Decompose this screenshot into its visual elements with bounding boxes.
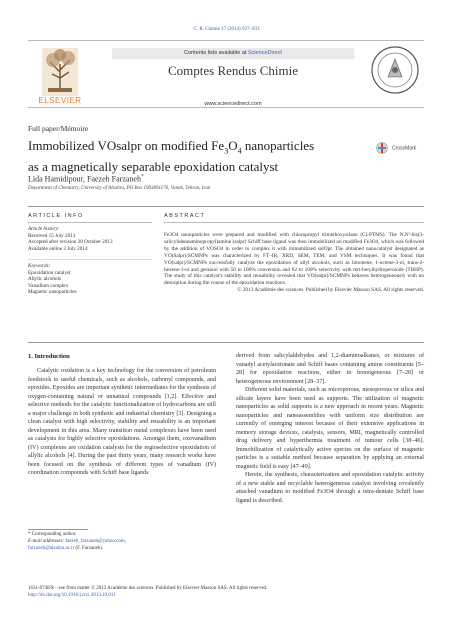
- sciencedirect-link[interactable]: ScienceDirect: [247, 50, 282, 56]
- author-names: Lida Hamidipour, Faezeh Farzaneh: [28, 174, 141, 184]
- keywords-label: Keywords:: [28, 263, 51, 269]
- email-label: E-mail addresses:: [28, 538, 65, 544]
- history-label: Article history:: [28, 226, 60, 232]
- abstract-copyright: © 2013 Académie des sciences. Published by Elsevier Masson SAS. All rights reserved.: [237, 287, 424, 294]
- title-mid: O: [228, 138, 238, 153]
- divider-top: [28, 206, 424, 207]
- footnote: * Corresponding author. E-mail addresses: faezeh_farzaneh@yahoo.com, farzaneh@alzahra.ac.ir (F. Farzaneh).: [28, 532, 126, 551]
- column-right: [236, 352, 424, 505]
- contents-prefix: Contents lists available at: [184, 50, 248, 56]
- intro-paragraph-3: Different solid materials, such as microporous, mesoporous or silica and silicate layers have been used as supports. The utilization of magnetic nanoparticles as solid supports is a new approach in recent years. Magnetic nanoparticles and nanoassemblies with uniform size distribution are currently of emerging interest because of their extensive applications in memory storage devices, catalysis, sensors, MRI, magnetically controlled drug delivery and hyperthermia treatment of tumour cells [38–46]. Immobilization of catalytically active species on the surface of magnetic particles is a suitable method because separation by applying an external magnetic field is easy [47–49].: [236, 387, 424, 470]
- article-history: [28, 226, 152, 252]
- intro-paragraph-2: derived from salicylaldehydes and 1,2-diaminoalkanes, or mixtures of vanadyl acetylacetonate and Schiff bases containing amine constituents [5–28] for epoxidation reactions, either in homogeneous [7–28] or heterogeneous environment [28–37].: [236, 353, 424, 385]
- keyword: Magnetic nanoparticles: [28, 289, 77, 296]
- article-title: [28, 138, 358, 174]
- history-received: Received 15 July 2013: [28, 232, 76, 239]
- article-info-heading: ARTICLE INFO: [28, 213, 84, 219]
- title-part-1: Immobilized VOsalpr on modified Fe: [28, 138, 225, 153]
- journal-name: Comptes Rendus Chimie: [168, 63, 298, 78]
- issn-line: 1631-0748/$ – see front matter © 2013 Académie des sciences. Published by Elsevier Masson SAS. All rights reserved.: [28, 586, 268, 591]
- crossmark-badge[interactable]: [376, 139, 426, 153]
- intro-paragraph-4: Herein, the synthesis, characterization and epoxidation catalytic activity of a new stable and recyclable heterogeneous catalyst involving covalently attached vanadium to modified Fe3O4 through a tetra-dentate Schiff base ligand is described.: [236, 472, 424, 504]
- keyword: Allylic alcohols: [28, 276, 61, 283]
- history-online: Available online 2 July 2014: [28, 245, 88, 252]
- footnote-label: Corresponding author.: [31, 532, 77, 537]
- page-footer: [28, 586, 424, 599]
- keyword: Vanadium complex: [28, 282, 69, 289]
- abstract-rule: [164, 222, 424, 223]
- keywords-block: [28, 263, 152, 296]
- academie-seal-logo: [370, 45, 420, 95]
- intro-heading: 1. Introduction: [28, 353, 70, 360]
- footnote-rule: [28, 529, 88, 530]
- abstract-heading: ABSTRACT: [164, 213, 206, 219]
- keyword: Epoxidation catalyst: [28, 269, 71, 276]
- title-tail: nanoparticles: [241, 138, 315, 153]
- info-divider: [28, 259, 152, 260]
- title-sub-2: 4: [237, 146, 242, 156]
- elsevier-wordmark: ELSEVIER: [38, 96, 82, 105]
- affiliation: Department of Chemistry, University of Alzahra, PO Box 1993891176, Vanak, Tehran, Iran: [28, 186, 211, 191]
- abstract-text: Fe3O4 nanoparticles were prepared and modified with chloropropyl trimethoxysilane (Cl-PTMS). The N,N′-bis(3-salicylideneaminopropyl)amine (salpr) Schiff base ligand was then immobilized on modified Fe3O4, which was followed by the addition of VOSO4 in order to complex it with immobilized salOpr. The obtained nanocatalyst designated as VO(Salpr)/SCMNPs was characterized by FT–IR, XRD, SEM, TEM, and VSM techniques. It was found that VO(salpr)/SCMNPs successfully catalyze the epoxidation of allyl alcohols, such as limonene, 1-octene-3-ol, trans-2-hexene-1-ol and geraniol with 50 to 100% conversion and 62 to 100% selectivity with tert-butylhydroperoxide (TBHP). The study of this catalyst's stability and reusability revealed that VO(salpr)/SCMNPs behaves heterogeneously with no desorption during the course of the epoxidation reactions.: [164, 232, 424, 287]
- journal-site[interactable]: www.sciencedirect.com: [204, 101, 262, 107]
- email-suffix: (F. Farzaneh).: [75, 545, 104, 551]
- email-link-1[interactable]: faezeh_farzaneh@yahoo.com: [65, 538, 125, 544]
- divider-mid: [28, 342, 424, 343]
- crossmark-label: CrossMark: [392, 145, 417, 152]
- title-line-2: as a magnetically separable epoxidation catalyst: [28, 158, 279, 174]
- info-rule: [28, 222, 152, 223]
- authors: [28, 174, 144, 184]
- intro-paragraph-1: Catalytic oxidation is a key technology for the conversion of petroleum feedstock to useful chemicals, such as alcohols, carbonyl compounds, and epoxides. Epoxides are important synthetic intermediates for the synthesis of oxygen-containing natural or unnatural compounds [1,2]. Effective and selective methods for the catalytic functionalization of hydrocarbons are still a major challenge in both synthetic and industrial chemistry [3]. Designing a clean catalyst with high selectivity, stability and reusability is an important development in this area. Many transition metal complexes have been used as catalysts for highly selective epoxidations. Amongst them, oxovanadium (IV) complexes are oxidation catalysts for the regioselective epoxidation of allylic alcohols [4]. During the past thirty years, many research works have been focused on the synthesis of different types of vanadium (IV) coordination compounds with Schiff base ligands: [28, 368, 216, 476]
- footnote-marker: *: [28, 532, 31, 537]
- history-accepted: Accepted after revision 28 October 2013: [28, 239, 113, 246]
- journal-citation: C. R. Chimie 17 (2014) 927–933: [193, 27, 260, 32]
- corresponding-mark[interactable]: *: [140, 174, 144, 180]
- column-left: [28, 367, 216, 478]
- abstract-body: [164, 232, 424, 294]
- article-type: Full paper/Mémoire: [28, 124, 89, 133]
- doi-link[interactable]: http://dx.doi.org/10.1016/j.crci.2013.10.011: [28, 592, 116, 598]
- email-link-2[interactable]: farzaneh@alzahra.ac.ir: [28, 545, 75, 551]
- contents-band: [112, 48, 354, 59]
- crossmark-icon: [376, 141, 388, 155]
- title-sub-1: 3: [224, 146, 229, 156]
